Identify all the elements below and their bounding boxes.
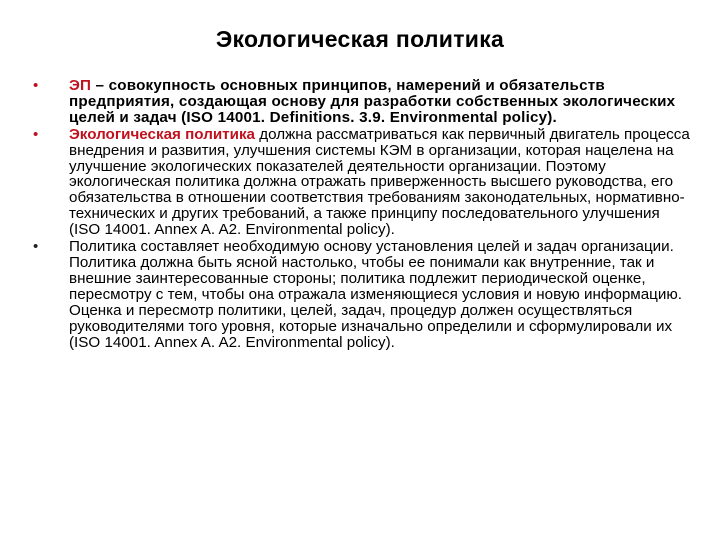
bullet-item-ep-definition bbox=[33, 78, 693, 126]
policy-driver-text: должна рассматриваться как первичный двигатель процесса внедрения и развития, улучшения системы КЭМ в организации, которая нацелена на улучшение экологических показателей деятельности организации. Поэтому экологическая политика должна отражать приверженность высшего руководства, его обязательства в отношении соответствия требованиям законодательных, нормативно-технических и других требований, а также принципу последовательного улучшения (ISO 14001. Annex A. A2. Environmental policy). bbox=[69, 125, 690, 239]
bullet-item-policy-basis bbox=[33, 239, 693, 350]
bullet-dot-icon: • bbox=[33, 238, 39, 256]
bullet-list bbox=[33, 78, 693, 351]
ep-abbreviation: ЭП bbox=[69, 77, 92, 94]
policy-term: Экологическая политика bbox=[69, 125, 256, 143]
bullet-dot-icon: • bbox=[33, 125, 39, 143]
ep-definition-text: – совокупность основных принципов, намерений и обязательств предприятия, создающая основу для разработки собственных экологических целей и задач (ISO 14001. Definitions. 3.9. Environmental policy). bbox=[69, 77, 676, 126]
bullet-dot-icon: • bbox=[33, 77, 39, 94]
slide-title: Экологическая политика bbox=[215, 26, 505, 52]
policy-basis-text: Политика составляет необходимую основу установления целей и задач организации. Политика должна быть ясной настолько, чтобы ее понимали как внутренние, так и внешние заинтересованные стороны; политика подлежит периодической оценке, пересмотру с тем, чтобы она отражала изменяющиеся условия и новую информацию. Оценка и пересмотр политики, целей, задач, процедур должен осуществляться руководителями того уровня, которые изначально определили и сформулировали их (ISO 14001. Annex A. A2. Environmental policy). bbox=[69, 238, 682, 351]
bullet-item-policy-driver bbox=[33, 127, 693, 238]
